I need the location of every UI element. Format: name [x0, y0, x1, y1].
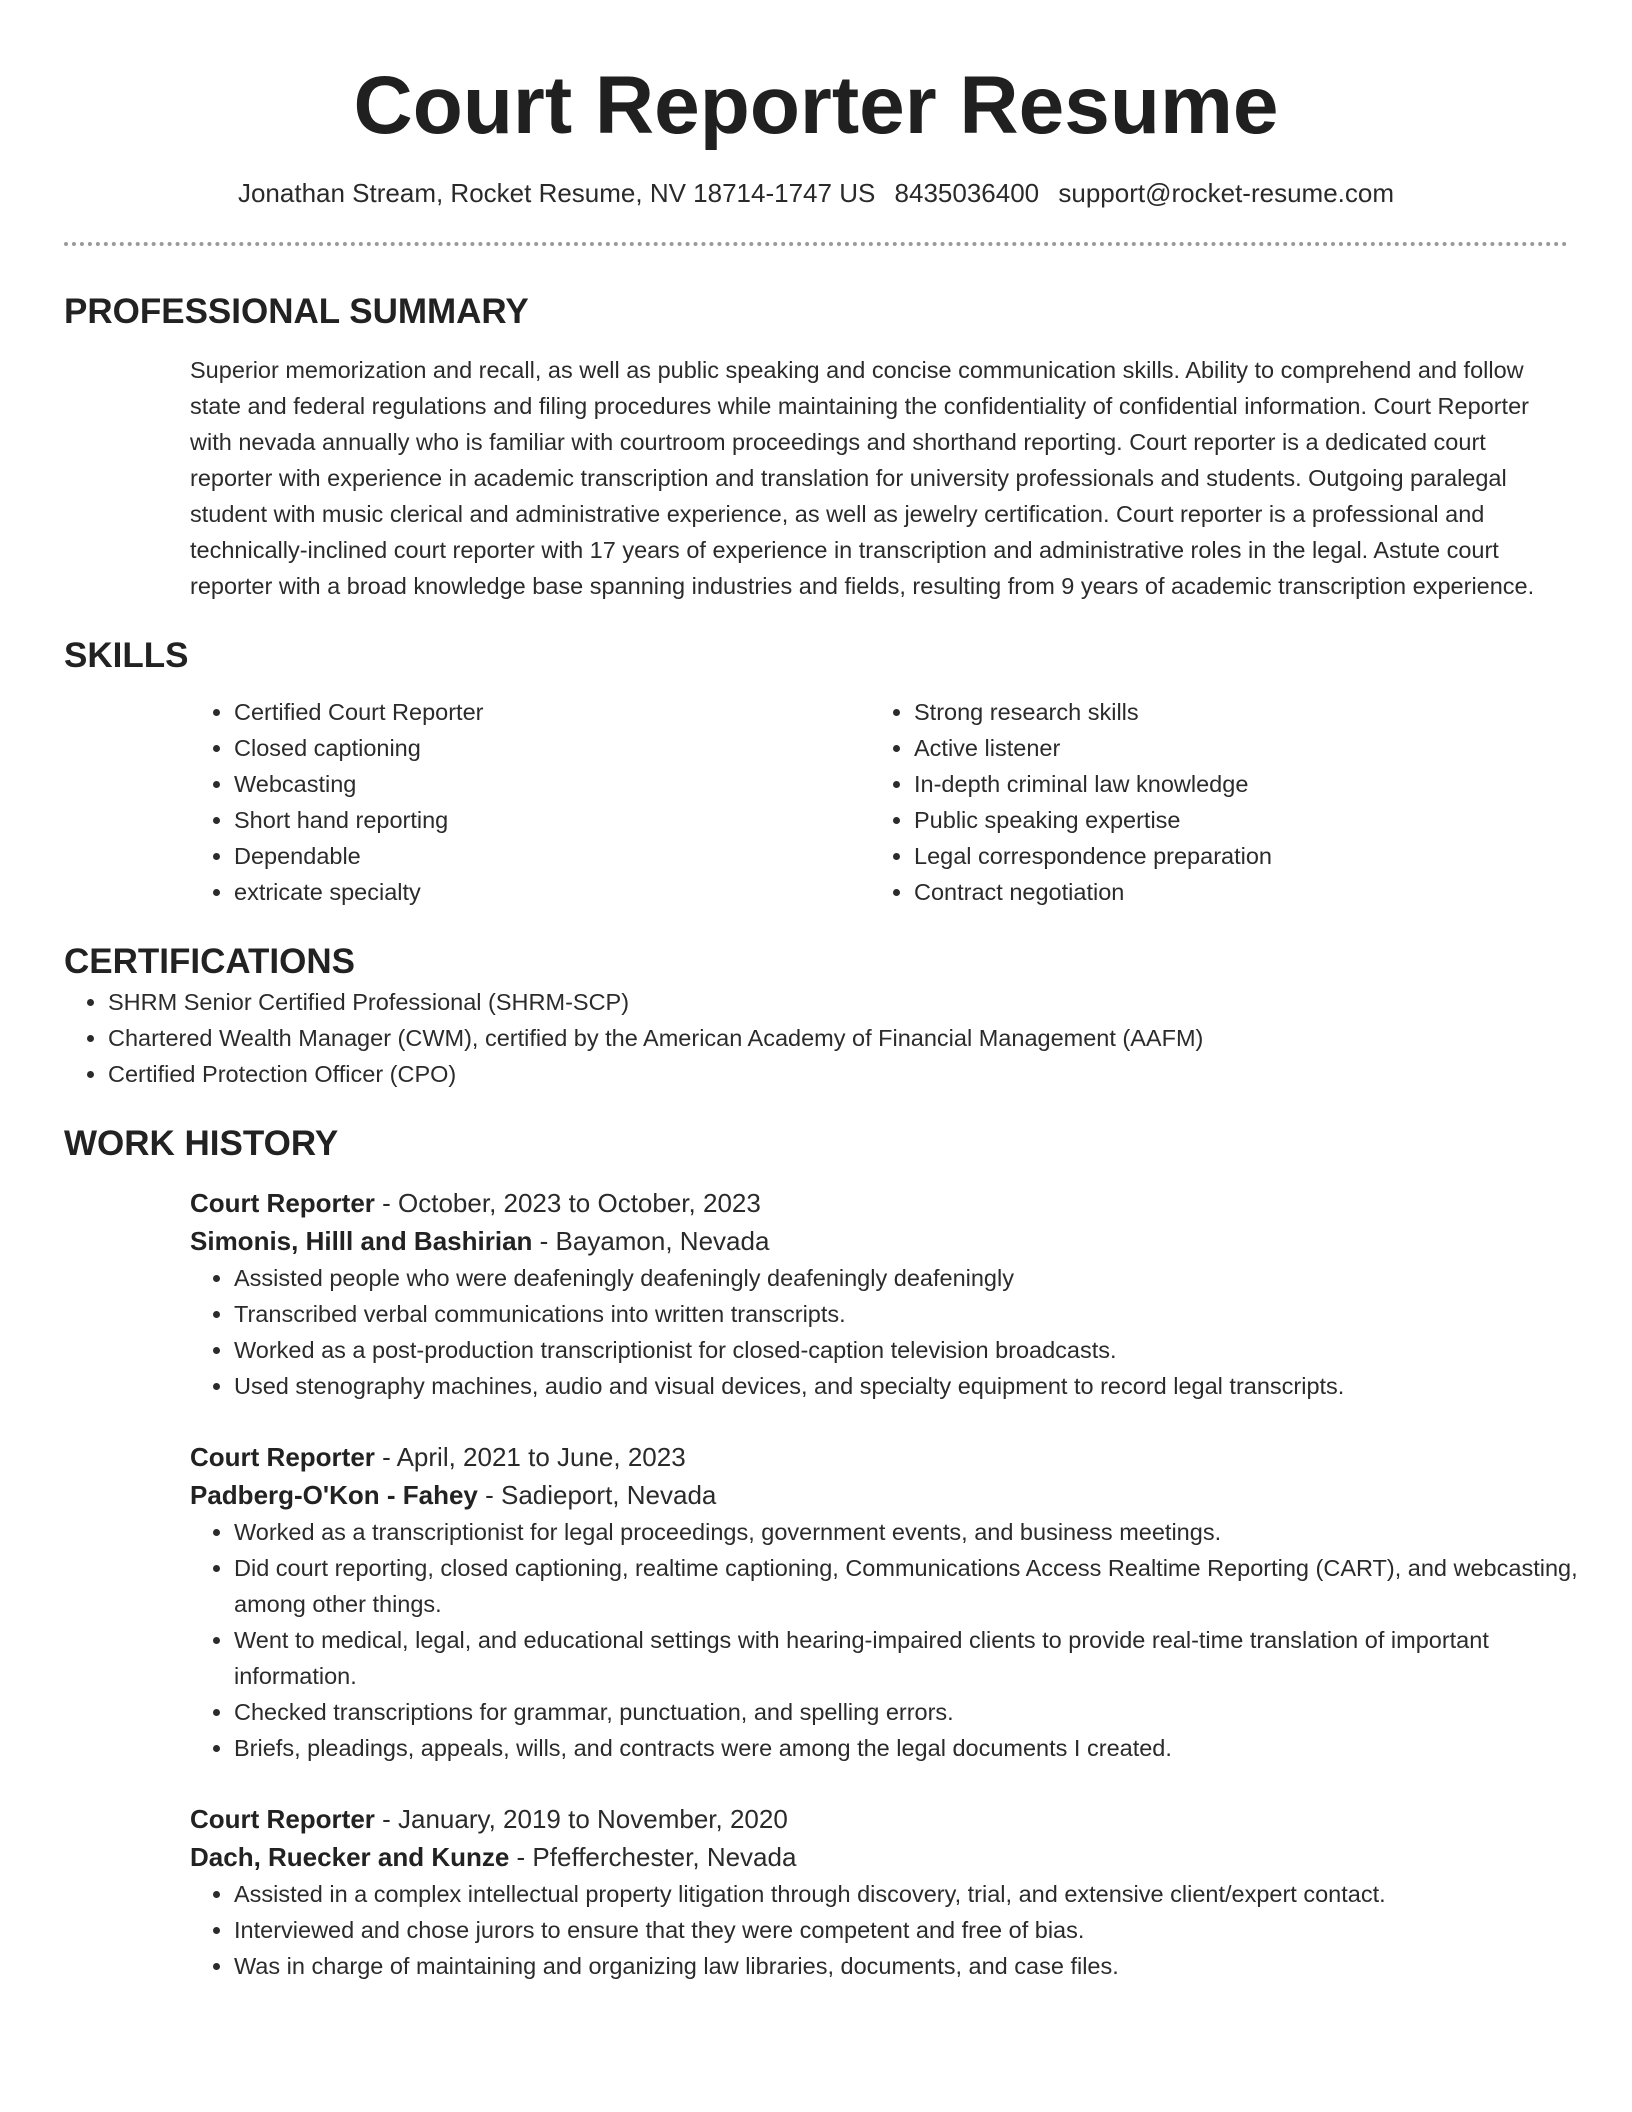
job-entry [190, 1184, 1568, 1404]
skill-item: • Strong research skills [914, 694, 1550, 730]
job-bullet: • Interviewed and chose jurors to ensure that they were competent and free of bias. [234, 1912, 1614, 1948]
job-entry [190, 1438, 1578, 1766]
job-company-line [190, 1476, 1568, 1514]
skill-item: • extricate specialty [234, 874, 870, 910]
work-history-heading: WORK HISTORY [64, 1124, 339, 1163]
job-bullet: • Transcribed verbal communications into written transcripts. [234, 1296, 1614, 1332]
job-title-line [190, 1438, 1568, 1476]
job-bullet: • Used stenography machines, audio and visual devices, and specialty equipment to record legal transcripts. [234, 1368, 1614, 1404]
summary-text: Superior memorization and recall, as well as public speaking and concise communication skills. Ability to comprehend and follow state and federal regulations and filing procedures while maintaining the confidentiality of confidential information. Court Reporter with nevada annually who is familiar with courtroom proceedings and shorthand reporting. Court reporter is a dedicated court reporter with experience in academic transcription and translation for university professionals and students. Outgoing paralegal student with music clerical and administrative experience, as well as jewelry certification. Court reporter is a professional and technically-inclined court reporter with 17 years of experience in transcription and administrative roles in the legal. Astute court reporter with a broad knowledge base spanning industries and fields, resulting from 9 years of academic transcription experience. [190, 357, 1535, 599]
job-company-line [190, 1838, 1568, 1876]
job-location: - Bayamon, Nevada [532, 1226, 770, 1256]
job-bullet: • Assisted in a complex intellectual property litigation through discovery, trial, and extensive client/expert contact. [234, 1876, 1614, 1912]
job-company: Dach, Ruecker and Kunze [190, 1842, 510, 1872]
job-entry [190, 1800, 1568, 1984]
contact-line [64, 176, 1568, 210]
resume-title: Court Reporter Resume [353, 60, 1279, 151]
job-bullet: • Worked as a transcriptionist for legal proceedings, government events, and business meetings. [234, 1514, 1614, 1550]
job-bullet: • Worked as a post-production transcriptionist for closed-caption television broadcasts. [234, 1332, 1614, 1368]
summary-heading: PROFESSIONAL SUMMARY [64, 292, 529, 331]
resume-page [64, 0, 1578, 1984]
job-title: Court Reporter [190, 1188, 375, 1218]
contact-email: support@rocket-resume.com [1058, 178, 1395, 208]
skill-item: • Short hand reporting [234, 802, 870, 838]
job-dates: - October, 2023 to October, 2023 [374, 1188, 761, 1218]
contact-phone: 8435036400 [894, 178, 1040, 208]
job-bullets [190, 1260, 1614, 1404]
job-title: Court Reporter [190, 1804, 375, 1834]
job-title: Court Reporter [190, 1442, 375, 1472]
job-location: - Sadieport, Nevada [477, 1480, 717, 1510]
certification-item: • Certified Protection Officer (CPO) [108, 1056, 1568, 1092]
job-bullet: • Briefs, pleadings, appeals, wills, and contracts were among the legal documents I created. [234, 1730, 1614, 1766]
job-dates: - April, 2021 to June, 2023 [374, 1442, 686, 1472]
header-divider [64, 242, 1568, 246]
skill-item: • Dependable [234, 838, 870, 874]
skill-item: • In-depth criminal law knowledge [914, 766, 1550, 802]
certification-item: • SHRM Senior Certified Professional (SHRM-SCP) [108, 984, 1568, 1020]
certifications-heading: CERTIFICATIONS [64, 942, 356, 981]
skill-item: • Contract negotiation [914, 874, 1550, 910]
job-bullet: • Assisted people who were deafeningly deafeningly deafeningly deafeningly [234, 1260, 1614, 1296]
job-bullet: • Checked transcriptions for grammar, punctuation, and spelling errors. [234, 1694, 1614, 1730]
job-company: Padberg-O'Kon - Fahey [190, 1480, 478, 1510]
skill-item: • Active listener [914, 730, 1550, 766]
job-dates: - January, 2019 to November, 2020 [374, 1804, 788, 1834]
skills-grid [190, 694, 1568, 910]
certifications-list [64, 984, 1568, 1092]
certification-item: • Chartered Wealth Manager (CWM), certified by the American Academy of Financial Management (AAFM) [108, 1020, 1568, 1056]
job-company-line [190, 1222, 1568, 1260]
job-bullet: • Was in charge of maintaining and organizing law libraries, documents, and case files. [234, 1948, 1614, 1984]
contact-address: Jonathan Stream, Rocket Resume, NV 18714-1747 US [237, 178, 876, 208]
skill-item: • Certified Court Reporter [234, 694, 870, 730]
job-title-line [190, 1800, 1568, 1838]
skill-item: • Closed captioning [234, 730, 870, 766]
job-title-line [190, 1184, 1568, 1222]
skills-left-column [190, 694, 870, 910]
job-bullet: • Did court reporting, closed captioning, realtime captioning, Communications Access Realtime Reporting (CART), and webcasting, among other things. [234, 1550, 1614, 1622]
skills-heading: SKILLS [64, 636, 189, 675]
job-company: Simonis, Hilll and Bashirian [190, 1226, 533, 1256]
job-location: - Pfefferchester, Nevada [509, 1842, 797, 1872]
skill-item: • Legal correspondence preparation [914, 838, 1550, 874]
job-bullets [190, 1876, 1614, 1984]
skill-item: • Webcasting [234, 766, 870, 802]
skills-right-column [870, 694, 1550, 910]
job-bullets [190, 1514, 1614, 1766]
job-bullet: • Went to medical, legal, and educational settings with hearing-impaired clients to provide real-time translation of important information. [234, 1622, 1614, 1694]
skill-item: • Public speaking expertise [914, 802, 1550, 838]
